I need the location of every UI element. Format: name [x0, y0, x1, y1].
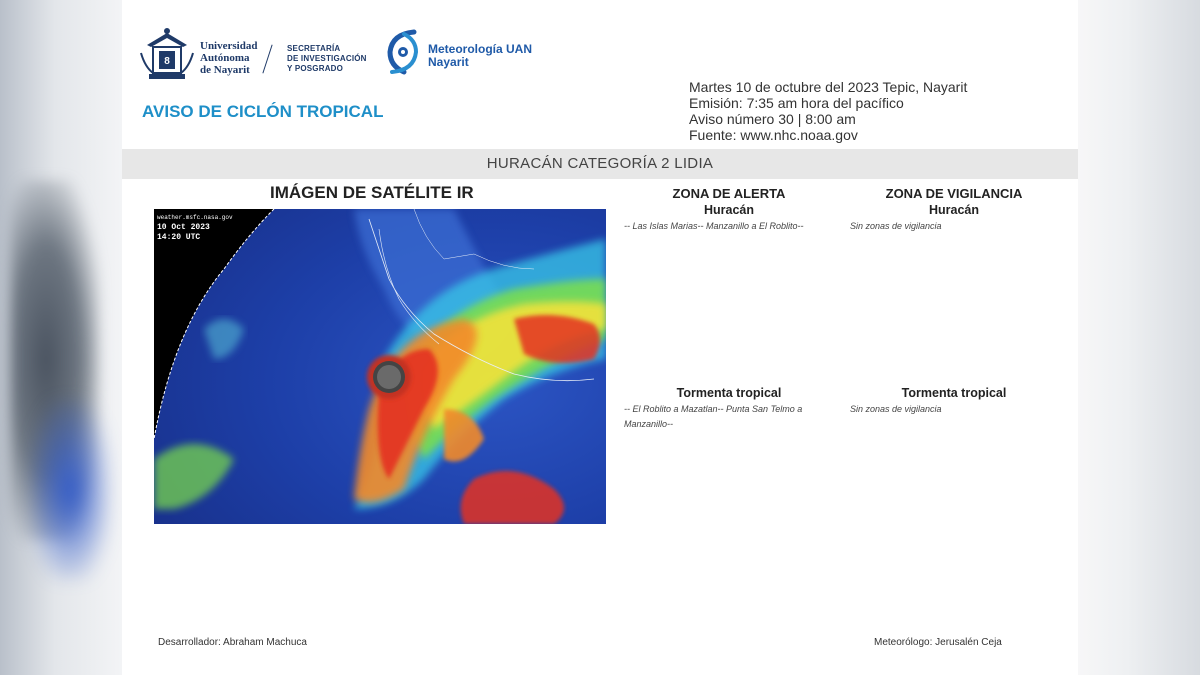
alert-zone-storm-label: Tormenta tropical — [676, 386, 782, 400]
background-blur-right — [1078, 0, 1200, 675]
satellite-image-label — [157, 213, 233, 243]
secretaria-line: SECRETARÍA — [287, 44, 341, 53]
satellite-source: weather.msfc.nasa.gov — [157, 214, 233, 221]
alert-zone-header — [619, 186, 839, 218]
secretaria-line: Y POSGRADO — [287, 64, 344, 73]
bulletin-info — [689, 79, 967, 143]
aviso-title: AVISO DE CICLÓN TROPICAL — [142, 102, 384, 121]
watch-zone-heading: ZONA DE VIGILANCIA — [885, 186, 1023, 201]
watch-zone-storm-text: Sin zonas de vigilancia — [850, 404, 942, 414]
watch-zone-hurricane-text: Sin zonas de vigilancia — [850, 221, 942, 231]
university-name-line: Autónoma — [200, 52, 250, 64]
alert-zone-hurricane-text: -- Las Islas Marias-- Manzanillo a El Roblito-- — [624, 221, 804, 231]
university-name — [200, 40, 257, 76]
satellite-date: 10 Oct 2023 — [157, 223, 210, 232]
alert-zone-heading: ZONA DE ALERTA — [672, 186, 786, 201]
logo-divider — [262, 45, 272, 74]
background-blur-left — [0, 0, 122, 675]
satellite-image — [154, 209, 606, 524]
alert-zone-storm-line: Manzanillo-- — [624, 419, 674, 429]
meteorologia-name — [428, 43, 532, 69]
hurricane-logo-icon — [384, 28, 422, 76]
alert-zone-storm-line: -- El Roblito a Mazatlan-- Punta San Telmo a — [624, 404, 803, 414]
satellite-title: IMÁGEN DE SATÉLITE IR — [270, 183, 474, 202]
svg-text:8: 8 — [164, 56, 170, 67]
storm-title-band: HURACÁN CATEGORÍA 2 LIDIA — [122, 149, 1078, 179]
bulletin-date: Martes 10 de octubre del 2023 Tepic, Nayarit — [689, 79, 968, 95]
bulletin-source: Fuente: www.nhc.noaa.gov — [689, 127, 858, 143]
meteorologia-line: Nayarit — [428, 55, 469, 69]
watch-zone-hurricane-label: Huracán — [928, 203, 980, 217]
bulletin-emision: Emisión: 7:35 am hora del pacífico — [689, 95, 904, 111]
alert-zone-storm-header — [619, 385, 839, 401]
background-blur-shape — [30, 400, 110, 580]
footer-developer: Desarrollador: Abraham Machuca — [158, 637, 307, 648]
secretaria-name — [287, 44, 367, 74]
university-name-line: Universidad — [200, 40, 258, 52]
satellite-time: 14:20 UTC — [157, 233, 201, 242]
watch-zone-storm-label: Tormenta tropical — [901, 386, 1007, 400]
document-page — [122, 0, 1078, 675]
university-crest-icon — [139, 27, 195, 81]
secretaria-line: DE INVESTIGACIÓN — [287, 54, 367, 63]
watch-zone-storm-header — [844, 385, 1064, 401]
university-name-line: de Nayarit — [200, 64, 250, 76]
alert-zone-storm-text — [624, 402, 802, 432]
footer-meteorologist: Meteorólogo: Jerusalén Ceja — [874, 637, 1002, 648]
watch-zone-header — [844, 186, 1064, 218]
alert-zone-hurricane-label: Huracán — [703, 203, 755, 217]
bulletin-number: Aviso número 30 | 8:00 am — [689, 111, 856, 127]
meteorologia-line: Meteorología UAN — [428, 42, 533, 56]
